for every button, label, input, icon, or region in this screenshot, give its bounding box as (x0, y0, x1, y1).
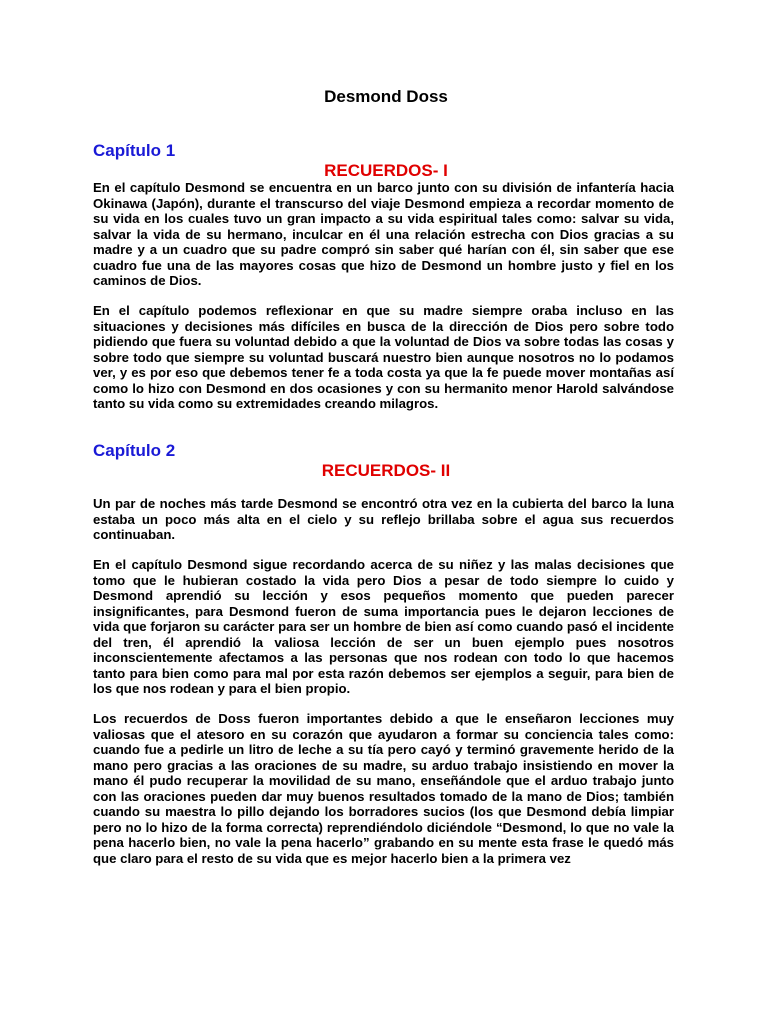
chapter-1-section-title: RECUERDOS- I (324, 161, 448, 180)
chapter-2-section-title: RECUERDOS- II (321, 461, 451, 480)
chapter-1-paragraph-1: En el capítulo Desmond se encuentra en un barco junto con su división de infantería hacia Okinawa (Japón), durante el transcurso del viaje Desmond empieza a recordar momento de su vida en los cuales tuvo un gran impacto a su vida espiritual tales como: salvar su vida, salvar la vida de su hermano, inculcar en él una relación estrecha con Dios gracias a su madre y a un cuadro que su padre compró sin saber qué harían con él, sin saber que ese cuadro fue una de las mayores cosas que hizo de Desmond un hombre justo y fiel en los caminos de Dios. (93, 180, 674, 288)
chapter-2-heading: Capítulo 2 (93, 441, 176, 460)
chapter-2-paragraph-3: Los recuerdos de Doss fueron importantes debido a que le enseñaron lecciones muy valiosas que el atesoro en su corazón que ayudaron a formar su conciencia tales como: cuando fue a pedirle un litro de leche a su tía pero cayó y terminó gravemente herido de la mano pero gracias a las oraciones de su madre, su arduo trabajo insistiendo en mover la mano él pudo recuperar la movilidad de su mano, enseñándole que el arduo trabajo junto con las oraciones pueden dar muy buenos resultados tomado de la mano de Dios; también cuando su maestra lo pillo dejando los borradores sucios (los que Desmond debía limpiar pero no lo hizo de la forma correcta) reprendiéndolo diciéndole “Desmond, lo que no vale la pena hacerlo bien, no vale la pena hacerlo” grabando en su mente esta frase le quedó más que claro para el resto de su vida que es mejor hacerlo bien a la primera vez (93, 711, 674, 866)
chapter-1-paragraph-2: En el capítulo podemos reflexionar en que su madre siempre oraba incluso en las situaciones y decisiones más difíciles en busca de la dirección de Dios pero sobre todo pidiendo que fuera su voluntad debido a que la voluntad de Dios va sobre todas las cosas y sobre todo que siempre su voluntad buscará nuestro bien aunque nosotros no lo podamos ver, y es por eso que debemos tener fe a toda costa ya que la fe puede mover montañas así como lo hizo con Desmond en dos ocasiones y con su hermanito menor Harold salvándose tanto su vida como su extremidades creando milagros. (93, 303, 674, 411)
document-title: Desmond Doss (324, 87, 448, 106)
chapter-1-heading: Capítulo 1 (93, 141, 176, 160)
chapter-2-paragraph-1: Un par de noches más tarde Desmond se encontró otra vez en la cubierta del barco la luna estaba un poco más alta en el cielo y su reflejo brillaba sobre el agua sus recuerdos continuaban. (93, 496, 674, 542)
chapter-2-paragraph-2: En el capítulo Desmond sigue recordando acerca de su niñez y las malas decisiones que tomo que le hubieran costado la vida pero Dios a pesar de todo siempre lo cuido y Desmond aprendió su lección y esos pequeños momento que pueden parecer insignificantes, para Desmond fueron de suma importancia pues le dejaron lecciones de vida que forjaron su carácter para ser un hombre de bien así como cuando pasó el incidente del tren, él aprendió la valiosa lección de ser un buen ejemplo pues nosotros inconscientemente afectamos a las personas que nos rodean con todo lo que hacemos tanto para bien como para mal por esta razón debemos ser ejemplos a seguir, para bien de los que nos rodean y para el bien propio. (93, 557, 674, 696)
